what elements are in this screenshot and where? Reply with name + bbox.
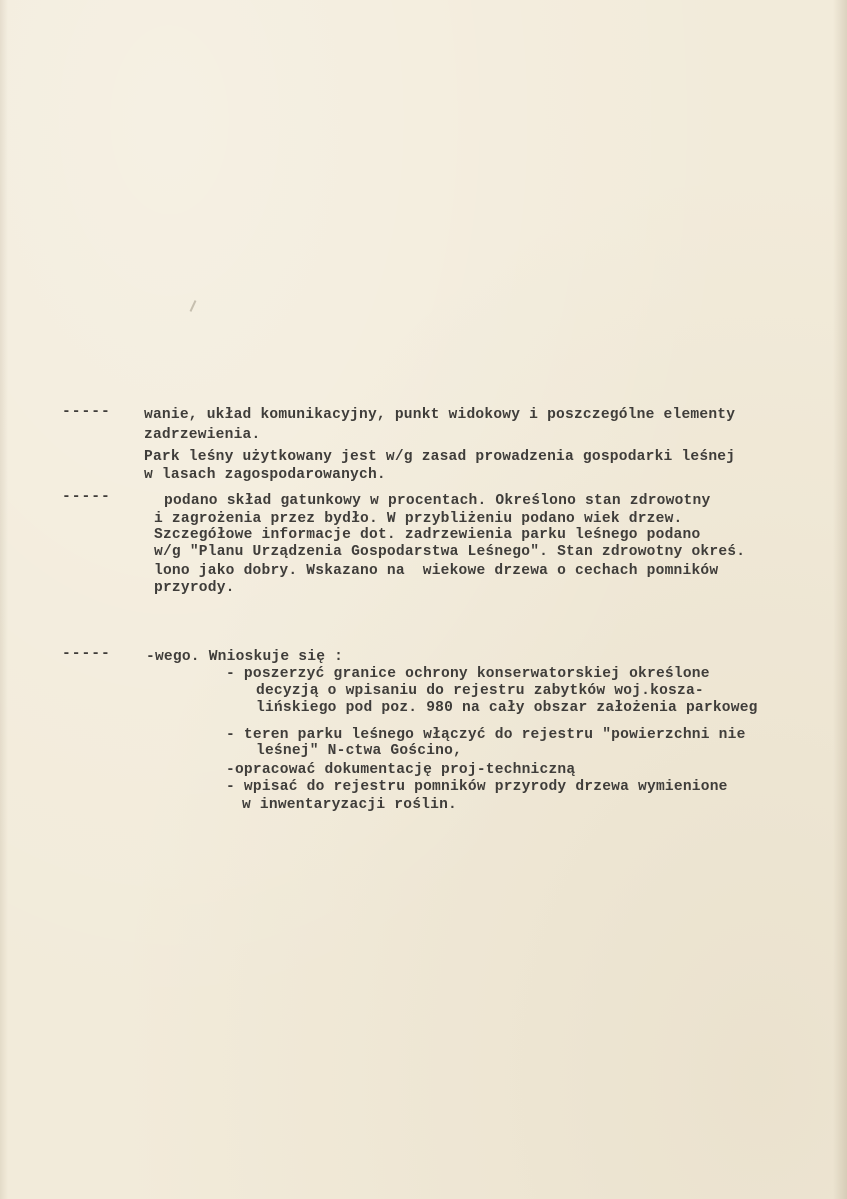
- text-line: lono jako dobry. Wskazano na wiekowe drzewa o cechach pomników: [154, 563, 719, 579]
- section-marker: -----: [62, 404, 111, 420]
- text-line: leśnej" N-ctwa Gościno,: [256, 743, 463, 759]
- text-line: Park leśny użytkowany jest w/g zasad prowadzenia gospodarki leśnej: [144, 449, 736, 465]
- text-line: podano skład gatunkowy w procentach. Określono stan zdrowotny: [164, 493, 711, 509]
- text-line: w/g "Planu Urządzenia Gospodarstwa Leśnego". Stan zdrowotny okreś.: [154, 544, 746, 560]
- section-marker: -----: [62, 646, 111, 662]
- section-marker: -----: [62, 489, 111, 505]
- page-edge-shadow-left: [0, 0, 8, 1199]
- text-line: zadrzewienia.: [144, 427, 261, 443]
- paper-speck: [190, 300, 197, 312]
- text-line: w inwentaryzacji roślin.: [242, 797, 457, 813]
- list-item: - teren parku leśnego włączyć do rejestru "powierzchni nie: [226, 727, 746, 743]
- text-line: w lasach zagospodarowanych.: [144, 467, 386, 483]
- text-line: przyrody.: [154, 580, 235, 596]
- text-line: lińskiego pod poz. 980 na cały obszar założenia parkoweg: [256, 700, 758, 716]
- text-line: i zagrożenia przez bydło. W przybliżeniu podano wiek drzew.: [154, 511, 683, 527]
- list-item: -opracować dokumentację proj-techniczną: [226, 762, 576, 778]
- text-line: wanie, układ komunikacyjny, punkt widokowy i poszczególne elementy: [144, 407, 736, 423]
- list-item: - poszerzyć granice ochrony konserwatorskiej określone: [226, 666, 710, 682]
- text-line: -wego. Wnioskuje się :: [146, 649, 344, 665]
- text-line: Szczegółowe informacje dot. zadrzewienia parku leśnego podano: [154, 527, 701, 543]
- text-line: decyzją o wpisaniu do rejestru zabytków woj.kosza-: [256, 683, 704, 699]
- list-item: - wpisać do rejestru pomników przyrody drzewa wymienione: [226, 779, 728, 795]
- page-edge-shadow-right: [833, 0, 847, 1199]
